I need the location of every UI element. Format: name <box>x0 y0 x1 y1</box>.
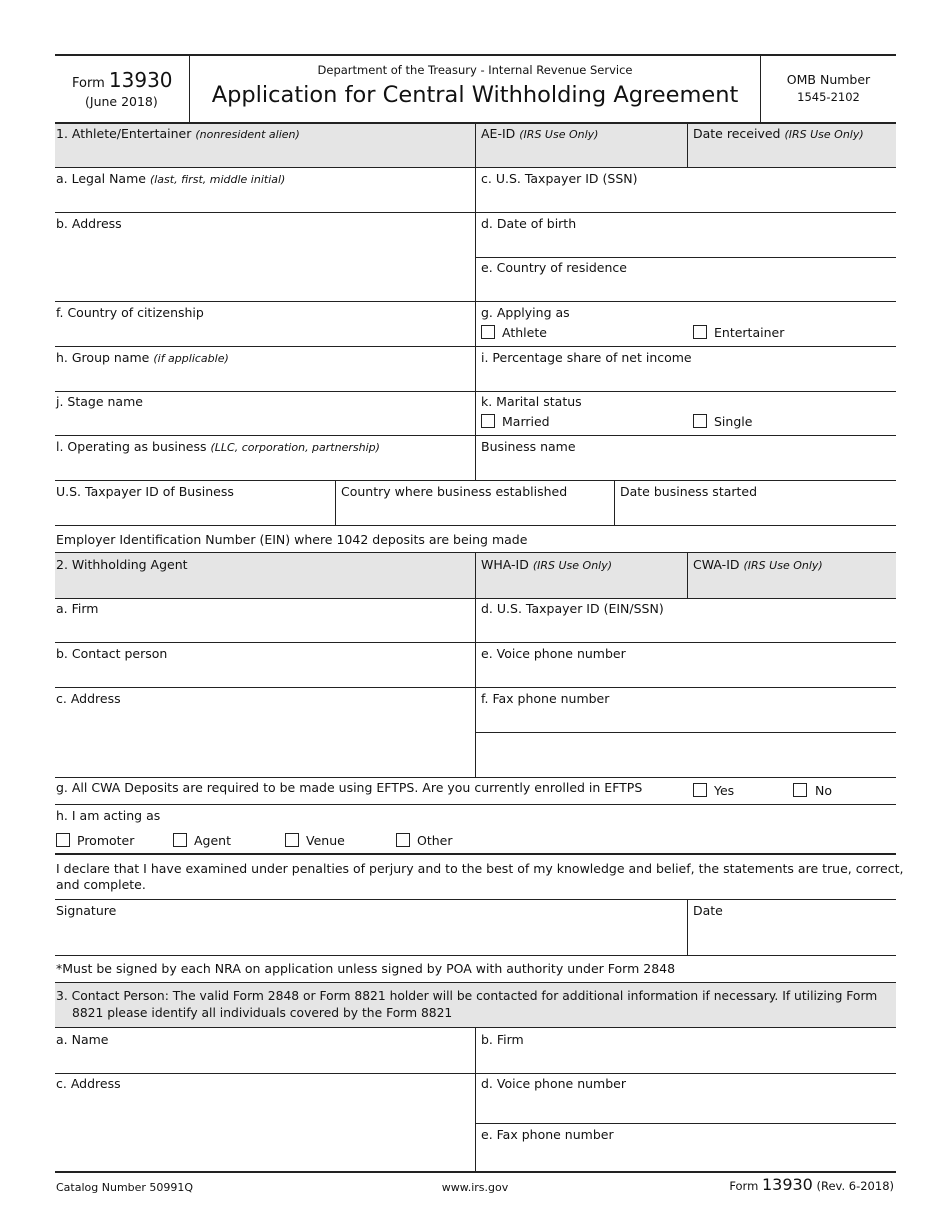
athlete-checkbox-label: Athlete <box>502 325 547 340</box>
footer-form-number: 13930 <box>761 1175 813 1194</box>
business-tin-label: U.S. Taxpayer ID of Business <box>56 484 234 499</box>
venue-label: Venue <box>306 833 345 848</box>
cwaid-label: CWA-ID (IRS Use Only) <box>693 557 823 572</box>
operating-business-label: l. Operating as business (LLC, corporation, partnership) <box>56 439 380 454</box>
form-word: Form <box>72 76 105 91</box>
marital-status-label: k. Marital status <box>481 394 582 409</box>
agency-name: Department of the Treasury - Internal Revenue Service <box>317 63 633 77</box>
form-date: (June 2018) <box>85 94 158 109</box>
agent-tin-label: d. U.S. Taxpayer ID (EIN/SSN) <box>481 601 664 616</box>
contact-name-label: a. Name <box>56 1032 109 1047</box>
contact-fax-label: e. Fax phone number <box>481 1127 614 1142</box>
residence-field[interactable] <box>476 277 896 301</box>
entertainer-checkbox-label: Entertainer <box>714 325 785 340</box>
declaration-line-1: I declare that I have examined under penalties of perjury and to the best of my knowledge and belief, the statements are true, correct, <box>56 861 904 876</box>
agent-firm-field[interactable] <box>55 618 474 642</box>
contact-firm-label: b. Firm <box>481 1032 524 1047</box>
contact-address-label: c. Address <box>56 1076 121 1091</box>
ein-field[interactable] <box>525 528 896 552</box>
acting-as-label: h. I am acting as <box>56 808 161 823</box>
agent-firm-label: a. Firm <box>56 601 99 616</box>
contact-voice-field[interactable] <box>476 1093 896 1123</box>
eftps-no-checkbox[interactable] <box>793 783 807 797</box>
operating-business-field[interactable] <box>55 456 474 480</box>
contact-fax-field[interactable] <box>476 1144 896 1170</box>
eftps-no-label: No <box>815 783 832 798</box>
venue-checkbox[interactable] <box>285 833 299 847</box>
pct-share-field[interactable] <box>476 367 896 391</box>
stage-name-label: j. Stage name <box>56 394 143 409</box>
part1-title: 1. Athlete/Entertainer (nonresident alien) <box>56 126 300 141</box>
married-checkbox-label: Married <box>502 414 550 429</box>
signature-footnote: *Must be signed by each NRA on application unless signed by POA with authority under Form 2848 <box>56 961 676 976</box>
eftps-yes-checkbox[interactable] <box>693 783 707 797</box>
signature-date-label: Date <box>693 903 723 918</box>
single-checkbox[interactable] <box>693 414 707 428</box>
athlete-tin-field[interactable] <box>476 188 896 212</box>
legal-name-field[interactable] <box>55 188 474 212</box>
aeid-label: AE-ID (IRS Use Only) <box>481 126 599 141</box>
athlete-address-label: b. Address <box>56 216 122 231</box>
irs-website: www.irs.gov <box>441 1181 509 1194</box>
omb-number: 1545-2102 <box>797 90 860 104</box>
eftps-question: g. All CWA Deposits are required to be made using EFTPS. Are you currently enrolled in EFTPS <box>56 780 643 795</box>
stage-name-field[interactable] <box>55 411 474 435</box>
agent-voice-label: e. Voice phone number <box>481 646 626 661</box>
form-title: Application for Central Withholding Agreement <box>211 82 739 108</box>
declaration-rule <box>55 853 896 855</box>
footer-form-id <box>729 1175 894 1194</box>
single-checkbox-label: Single <box>714 414 753 429</box>
pct-share-label: i. Percentage share of net income <box>481 350 692 365</box>
ein-label: Employer Identification Number (EIN) where 1042 deposits are being made <box>56 532 528 547</box>
eftps-yes-label: Yes <box>714 783 735 798</box>
agent-checkbox[interactable] <box>173 833 187 847</box>
footer-rev: (Rev. 6-2018) <box>816 1179 894 1193</box>
citizenship-field[interactable] <box>55 322 474 346</box>
agent-extra-field[interactable] <box>476 733 896 776</box>
contact-person-field[interactable] <box>55 663 474 687</box>
athlete-tin-label: c. U.S. Taxpayer ID (SSN) <box>481 171 638 186</box>
contact-person-label: b. Contact person <box>56 646 168 661</box>
footer-form-word: Form <box>729 1179 759 1193</box>
other-checkbox[interactable] <box>396 833 410 847</box>
business-name-label: Business name <box>481 439 576 454</box>
contact-firm-field[interactable] <box>476 1049 896 1073</box>
applying-as-label: g. Applying as <box>481 305 570 320</box>
group-name-label: h. Group name (if applicable) <box>56 350 229 365</box>
business-tin-field[interactable] <box>55 501 334 525</box>
form-id-block <box>55 56 189 122</box>
married-checkbox[interactable] <box>481 414 495 428</box>
legal-name-label: a. Legal Name (last, first, middle initial) <box>56 171 286 186</box>
date-received-label: Date received (IRS Use Only) <box>693 126 864 141</box>
agent-label: Agent <box>194 833 231 848</box>
business-started-label: Date business started <box>620 484 758 499</box>
agent-fax-label: f. Fax phone number <box>481 691 610 706</box>
promoter-checkbox[interactable] <box>56 833 70 847</box>
declaration-line-2: and complete. <box>56 877 146 892</box>
whaid-label: WHA-ID (IRS Use Only) <box>481 557 613 572</box>
part2-title: 2. Withholding Agent <box>56 557 188 572</box>
part3-title-line-1: 3. Contact Person: The valid Form 2848 or Form 8821 holder will be contacted for additional information if necessary. If utilizing Form <box>56 989 878 1003</box>
signature-field[interactable] <box>55 920 686 954</box>
form-number: 13930 <box>108 68 173 92</box>
athlete-address-field[interactable] <box>55 233 474 301</box>
contact-name-field[interactable] <box>55 1049 474 1073</box>
entertainer-checkbox[interactable] <box>693 325 707 339</box>
agent-voice-field[interactable] <box>476 663 896 687</box>
signature-label: Signature <box>56 903 117 918</box>
bottom-rule <box>55 1171 896 1173</box>
contact-address-field[interactable] <box>55 1093 474 1170</box>
athlete-checkbox[interactable] <box>481 325 495 339</box>
promoter-label: Promoter <box>77 833 135 848</box>
business-country-field[interactable] <box>336 501 614 525</box>
business-country-label: Country where business established <box>341 484 568 499</box>
business-name-field[interactable] <box>476 456 896 480</box>
dob-field[interactable] <box>476 233 896 257</box>
group-name-field[interactable] <box>55 367 474 391</box>
citizenship-label: f. Country of citizenship <box>56 305 204 320</box>
signature-date-field[interactable] <box>688 920 896 954</box>
agent-address-label: c. Address <box>56 691 121 706</box>
dob-label: d. Date of birth <box>481 216 577 231</box>
other-label: Other <box>417 833 453 848</box>
agent-fax-field[interactable] <box>476 708 896 732</box>
part3-title-line-2: 8821 please identify all individuals covered by the Form 8821 <box>72 1006 453 1020</box>
residence-label: e. Country of residence <box>481 260 627 275</box>
agent-tin-field[interactable] <box>476 618 896 642</box>
contact-voice-label: d. Voice phone number <box>481 1076 626 1091</box>
omb-label: OMB Number <box>786 72 871 87</box>
catalog-number: Catalog Number 50991Q <box>56 1181 194 1194</box>
agent-address-field[interactable] <box>55 708 474 776</box>
business-started-field[interactable] <box>615 501 896 525</box>
